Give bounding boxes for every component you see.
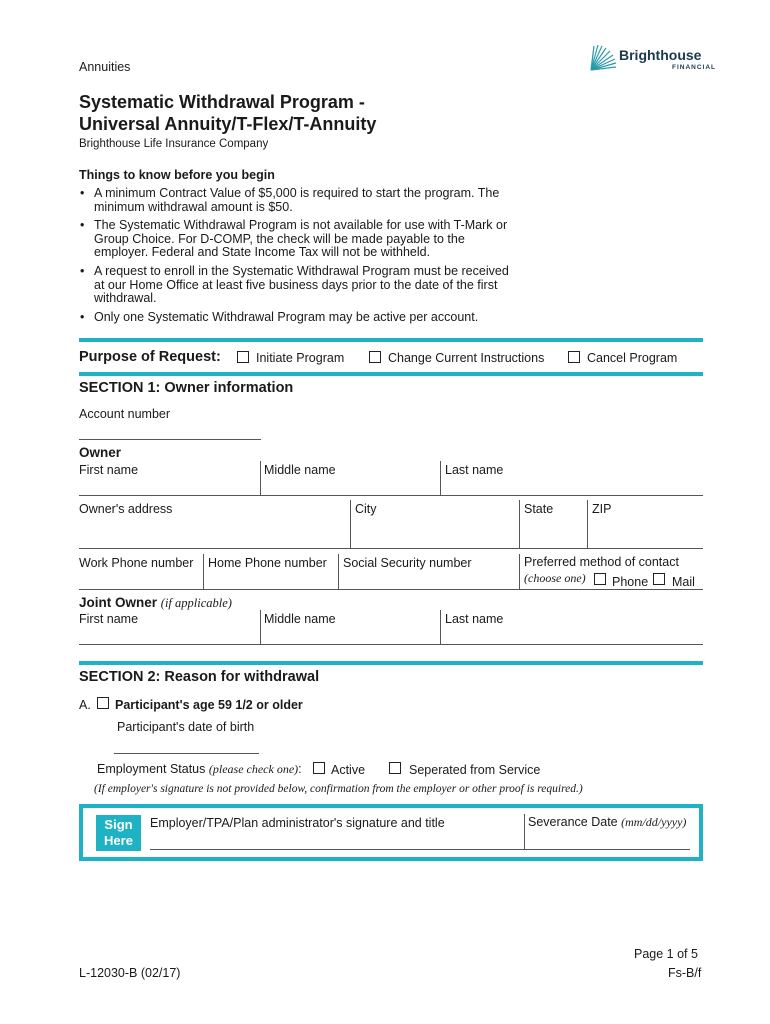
title-line-2: Universal Annuity/T-Flex/T-Annuity [79,114,377,134]
list-item: • A minimum Contract Value of $5,000 is required to start the program. The minimum withdrawal amount is $50. [79,187,519,214]
contact-mail-label: Mail [672,575,695,589]
employer-signature-field[interactable] [150,849,524,850]
brighthouse-logo [588,42,717,74]
joint-last-name-label: Last name [445,612,504,626]
field-divider [519,500,520,549]
category-label: Annuities [79,60,131,74]
field-divider [524,814,525,850]
list-item: • The Systematic Withdrawal Program is not available for use with T-Mark or Group Choice. For D-COMP, the check will be made payable to the employer. Federal and State Income Tax will not be withheld. [79,219,519,260]
section2-title: SECTION 2: Reason for withdrawal [79,669,320,685]
account-number-field[interactable] [79,439,261,440]
purpose-label: Purpose of Request: [79,349,221,365]
please-check-hint: (please check one) [208,762,299,776]
signature-box [79,804,703,861]
divider-bar [79,338,703,342]
option-a-prefix: A. [79,698,91,712]
joint-name-field[interactable] [79,644,703,645]
field-divider [260,461,261,496]
logo-sub: FINANCIAL [672,64,717,71]
account-number-label: Account number [79,407,171,421]
employer-signature-label: Employer/TPA/Plan administrator's signature and title [150,816,445,830]
field-divider [440,461,441,496]
contact-phone-checkbox[interactable] [594,573,606,585]
list-item: • Only one Systematic Withdrawal Program may be active per account. [79,311,519,325]
initiate-program-label: Initiate Program [256,351,345,365]
field-divider [338,554,339,589]
title-line-1: Systematic Withdrawal Program - [79,92,365,112]
choose-one-hint: (choose one) [524,571,586,585]
ssn-label: Social Security number [343,556,472,570]
things-heading: Things to know before you begin [79,168,275,182]
severance-date-label [528,815,686,830]
change-instructions-label: Change Current Instructions [388,351,545,365]
things-list [79,187,519,329]
logo-mark-icon [588,42,618,72]
dob-label: Participant's date of birth [117,720,255,734]
severance-date-field[interactable] [524,849,690,850]
employment-colon: : [298,762,302,776]
employment-status-text: Employment Status [97,762,206,776]
owner-middle-name-label: Middle name [264,463,336,477]
separated-label: Seperated from Service [409,763,541,777]
work-phone-label: Work Phone number [79,556,194,570]
joint-first-name-label: First name [79,612,139,626]
initiate-program-checkbox[interactable] [237,351,249,363]
divider-bar [79,661,703,665]
cancel-program-label: Cancel Program [587,351,678,365]
city-label: City [355,502,377,516]
page-title [79,91,376,135]
severance-text: Severance Date [528,815,618,829]
active-label: Active [331,763,366,777]
form-code: Fs-B/f [668,966,702,980]
active-checkbox[interactable] [313,762,325,774]
page-number: Page 1 of 5 [634,947,698,961]
field-divider [587,500,588,549]
field-divider [260,610,261,645]
contact-method-label: Preferred method of contact [524,555,679,569]
divider-bar [79,372,703,376]
employer-signature-note: (If employer's signature is not provided below, confirmation from the employer or other proof is required.) [94,783,583,795]
joint-middle-name-label: Middle name [264,612,336,626]
sign-here-tag [96,815,141,851]
contact-phone-label: Phone [612,575,649,589]
owner-contact-field[interactable] [79,589,703,590]
joint-owner-title: Joint Owner [79,595,158,610]
age-59-label: Participant's age 59 1/2 or older [115,698,303,712]
contact-mail-checkbox[interactable] [653,573,665,585]
company-name: Brighthouse Life Insurance Company [79,138,269,150]
separated-checkbox[interactable] [389,762,401,774]
section1-title: SECTION 1: Owner information [79,380,294,396]
owner-last-name-label: Last name [445,463,504,477]
owner-address-label: Owner's address [79,502,173,516]
employment-status-label [97,762,302,777]
field-divider [203,554,204,589]
state-label: State [524,502,554,516]
form-id: L-12030-B (02/17) [79,966,181,980]
age-59-checkbox[interactable] [97,697,109,709]
if-applicable-hint: (if applicable) [160,596,232,610]
field-divider [440,610,441,645]
list-item: • A request to enroll in the Systematic Withdrawal Program must be received at our Home Office at least five business days prior to the date of the first withdrawal. [79,265,519,306]
joint-owner-heading [79,595,232,611]
change-instructions-checkbox[interactable] [369,351,381,363]
owner-address-field[interactable] [79,548,703,549]
owner-name-field[interactable] [79,495,703,496]
field-divider [519,554,520,589]
cancel-program-checkbox[interactable] [568,351,580,363]
home-phone-label: Home Phone number [208,556,327,570]
logo-name: Brighthouse [619,47,702,63]
here-text: Here [104,833,133,848]
owner-heading: Owner [79,445,122,460]
field-divider [350,500,351,549]
sign-text: Sign [104,817,133,832]
dob-field[interactable] [114,753,259,754]
severance-format-hint: (mm/dd/yyyy) [621,815,687,829]
owner-first-name-label: First name [79,463,139,477]
zip-label: ZIP [592,502,612,516]
